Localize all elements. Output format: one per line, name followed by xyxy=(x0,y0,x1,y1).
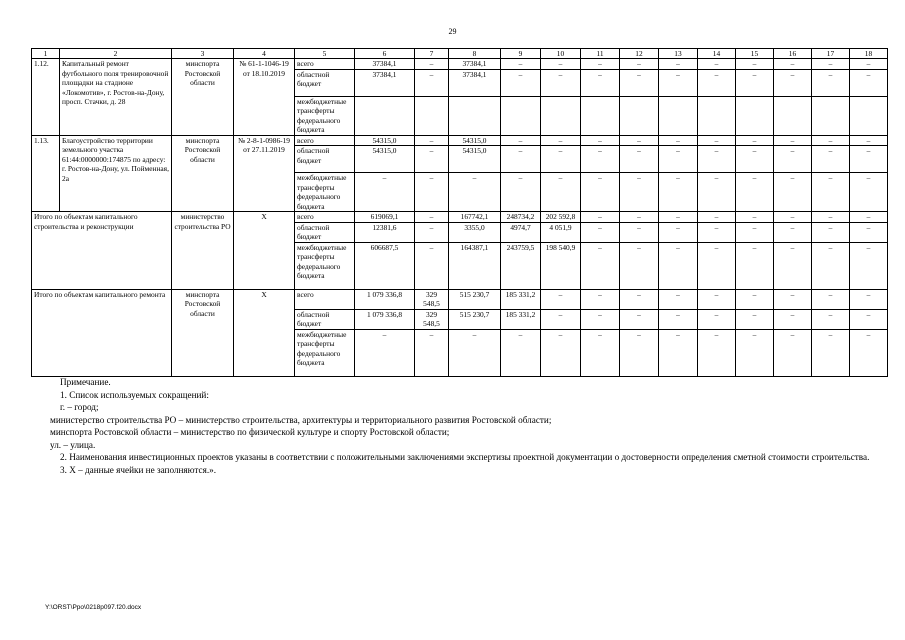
value-cell xyxy=(355,96,415,135)
value-cell: – xyxy=(415,222,449,242)
value-cell: 248734,2 xyxy=(501,212,541,223)
value-cell: 37384,1 xyxy=(355,69,415,96)
value-cell: 198 540,9 xyxy=(541,242,581,289)
value-cell: – xyxy=(698,173,736,212)
value-cell: – xyxy=(620,212,659,223)
value-cell: – xyxy=(620,289,659,309)
value-cell: 4974,7 xyxy=(501,222,541,242)
value-cell: – xyxy=(850,212,888,223)
value-cell: – xyxy=(541,59,581,70)
value-cell: – xyxy=(620,146,659,173)
value-cell: – xyxy=(812,309,850,329)
header-cell: 1 xyxy=(32,49,60,59)
value-cell: – xyxy=(659,222,698,242)
value-cell: – xyxy=(541,135,581,146)
header-cell: 10 xyxy=(541,49,581,59)
header-cell: 6 xyxy=(355,49,415,59)
value-cell: – xyxy=(698,289,736,309)
value-cell: – xyxy=(620,59,659,70)
header-cell: 17 xyxy=(812,49,850,59)
object-name-cell: Итого по объектам капитального строительства и реконструкции xyxy=(32,212,172,290)
value-cell: – xyxy=(698,59,736,70)
abbreviation-minstroy: министерство строительства РО – министерство строительства, архитектуры и территориального развития Ростовской области; xyxy=(50,414,552,425)
value-cell xyxy=(415,96,449,135)
value-cell: 54315,0 xyxy=(449,135,501,146)
value-cell: – xyxy=(774,69,812,96)
value-cell: – xyxy=(415,329,449,376)
value-cell: – xyxy=(812,242,850,289)
header-cell: 13 xyxy=(659,49,698,59)
value-cell: 202 592,8 xyxy=(541,212,581,223)
value-cell: – xyxy=(774,242,812,289)
funding-source-cell: областной бюджет xyxy=(295,69,355,96)
value-cell: – xyxy=(620,222,659,242)
customer-cell: минспорта Ростовской области xyxy=(172,289,234,376)
value-cell xyxy=(850,96,888,135)
value-cell: 37384,1 xyxy=(449,59,501,70)
customer-cell: министерство строительства РО xyxy=(172,212,234,290)
funding-source-cell: областной бюджет xyxy=(295,146,355,173)
value-cell: – xyxy=(698,135,736,146)
value-cell: – xyxy=(501,173,541,212)
value-cell: – xyxy=(581,212,620,223)
value-cell: 185 331,2 xyxy=(501,309,541,329)
header-row xyxy=(32,49,888,59)
value-cell: – xyxy=(774,309,812,329)
value-cell: – xyxy=(581,59,620,70)
value-cell xyxy=(541,96,581,135)
header-cell: 3 xyxy=(172,49,234,59)
value-cell: – xyxy=(812,329,850,376)
customer-cell: минспорта Ростовской области xyxy=(172,59,234,136)
value-cell: – xyxy=(850,146,888,173)
value-cell: – xyxy=(501,146,541,173)
value-cell: – xyxy=(501,135,541,146)
value-cell: 3355,0 xyxy=(449,222,501,242)
value-cell: 54315,0 xyxy=(355,146,415,173)
value-cell: – xyxy=(449,173,501,212)
value-cell: – xyxy=(659,289,698,309)
value-cell: – xyxy=(659,329,698,376)
header-cell: 2 xyxy=(60,49,172,59)
abbreviation-street: ул. – улица. xyxy=(50,439,96,450)
value-cell: – xyxy=(659,146,698,173)
value-cell: – xyxy=(812,146,850,173)
value-cell: 1 079 336,8 xyxy=(355,309,415,329)
header-cell: 14 xyxy=(698,49,736,59)
value-cell: 619069,1 xyxy=(355,212,415,223)
value-cell: – xyxy=(736,59,774,70)
value-cell: – xyxy=(659,212,698,223)
value-cell: – xyxy=(736,173,774,212)
value-cell: – xyxy=(850,59,888,70)
value-cell: – xyxy=(698,329,736,376)
investment-table xyxy=(31,48,888,377)
value-cell: – xyxy=(698,222,736,242)
value-cell: – xyxy=(736,222,774,242)
abbreviation-city: г. – город; xyxy=(60,402,99,412)
value-cell: – xyxy=(850,289,888,309)
value-cell: – xyxy=(659,309,698,329)
value-cell xyxy=(812,96,850,135)
value-cell: – xyxy=(698,309,736,329)
header-cell: 9 xyxy=(501,49,541,59)
funding-source-cell: межбюджетные трансферты федерального бюджета xyxy=(295,242,355,289)
header-cell: 4 xyxy=(234,49,295,59)
value-cell: – xyxy=(698,146,736,173)
value-cell: – xyxy=(774,289,812,309)
value-cell: – xyxy=(541,146,581,173)
value-cell: 329 548,5 xyxy=(415,309,449,329)
value-cell: – xyxy=(736,135,774,146)
customer-cell: минспорта Ростовской области xyxy=(172,135,234,212)
notes-item-3: 3. Х – данные ячейки не заполняются.». xyxy=(60,464,217,475)
row-number-cell: 1.13. xyxy=(32,135,60,212)
value-cell: 243759,5 xyxy=(501,242,541,289)
value-cell: – xyxy=(355,329,415,376)
value-cell: – xyxy=(620,309,659,329)
value-cell: – xyxy=(620,69,659,96)
value-cell: – xyxy=(581,69,620,96)
table-row xyxy=(32,135,888,146)
object-name-cell: Итого по объектам капитального ремонта xyxy=(32,289,172,376)
value-cell xyxy=(659,96,698,135)
value-cell: – xyxy=(812,212,850,223)
value-cell: – xyxy=(698,69,736,96)
value-cell: – xyxy=(812,222,850,242)
funding-source-cell: всего xyxy=(295,212,355,223)
value-cell: – xyxy=(736,146,774,173)
value-cell: – xyxy=(501,59,541,70)
value-cell: – xyxy=(774,329,812,376)
value-cell xyxy=(698,96,736,135)
value-cell: – xyxy=(581,135,620,146)
value-cell: 54315,0 xyxy=(449,146,501,173)
value-cell: – xyxy=(774,59,812,70)
header-cell: 12 xyxy=(620,49,659,59)
funding-source-cell: всего xyxy=(295,135,355,146)
value-cell: 164387,1 xyxy=(449,242,501,289)
funding-source-cell: областной бюджет xyxy=(295,222,355,242)
value-cell: – xyxy=(620,173,659,212)
header-cell: 5 xyxy=(295,49,355,59)
table-row xyxy=(32,212,888,223)
value-cell: – xyxy=(736,289,774,309)
row-number-cell: 1.12. xyxy=(32,59,60,136)
value-cell: – xyxy=(581,289,620,309)
page-number: 29 xyxy=(448,27,457,36)
value-cell: 606687,5 xyxy=(355,242,415,289)
value-cell: – xyxy=(812,59,850,70)
notes-item-1: 1. Список используемых сокращений: xyxy=(60,389,209,400)
value-cell: – xyxy=(415,59,449,70)
value-cell: – xyxy=(659,69,698,96)
header-cell: 8 xyxy=(449,49,501,59)
expertise-doc-cell: Х xyxy=(234,289,295,376)
funding-source-cell: всего xyxy=(295,59,355,70)
value-cell: – xyxy=(415,135,449,146)
value-cell: 329 548,5 xyxy=(415,289,449,309)
value-cell: – xyxy=(501,329,541,376)
value-cell: – xyxy=(659,173,698,212)
value-cell xyxy=(581,96,620,135)
header-cell: 16 xyxy=(774,49,812,59)
value-cell: – xyxy=(850,222,888,242)
funding-source-cell: всего xyxy=(295,289,355,309)
value-cell: – xyxy=(581,242,620,289)
value-cell: – xyxy=(620,329,659,376)
value-cell: 515 230,7 xyxy=(449,309,501,329)
value-cell: – xyxy=(620,242,659,289)
value-cell: – xyxy=(736,329,774,376)
value-cell: – xyxy=(812,135,850,146)
file-path-footer: Y:\ORST\Ppo\0218p097.f20.docx xyxy=(45,604,142,611)
value-cell xyxy=(449,96,501,135)
header-cell: 18 xyxy=(850,49,888,59)
value-cell: – xyxy=(581,146,620,173)
value-cell: – xyxy=(850,173,888,212)
value-cell: – xyxy=(812,289,850,309)
value-cell: – xyxy=(581,173,620,212)
value-cell: – xyxy=(415,242,449,289)
value-cell: 37384,1 xyxy=(449,69,501,96)
abbreviation-minsport: минспорта Ростовской области – министерство по физической культуре и спорту Ростовской области; xyxy=(50,427,450,437)
value-cell: – xyxy=(812,173,850,212)
value-cell xyxy=(620,96,659,135)
value-cell: – xyxy=(541,329,581,376)
value-cell xyxy=(736,96,774,135)
funding-source-cell: межбюджетные трансферты федерального бюджета xyxy=(295,96,355,135)
funding-source-cell: межбюджетные трансферты федерального бюджета xyxy=(295,173,355,212)
value-cell: – xyxy=(698,212,736,223)
value-cell: 54315,0 xyxy=(355,135,415,146)
value-cell: – xyxy=(501,69,541,96)
funding-source-cell: областной бюджет xyxy=(295,309,355,329)
object-name-cell: Капитальный ремонт футбольного поля тренировочной площадки на стадионе «Локомотив», г. Ростов-на-Дону, просп. Стачки, д. 28 xyxy=(60,59,172,136)
value-cell: – xyxy=(850,242,888,289)
value-cell: – xyxy=(736,309,774,329)
expertise-doc-cell: Х xyxy=(234,212,295,290)
value-cell: 37384,1 xyxy=(355,59,415,70)
value-cell: – xyxy=(355,173,415,212)
value-cell: – xyxy=(541,309,581,329)
value-cell: – xyxy=(541,69,581,96)
value-cell: – xyxy=(850,135,888,146)
funding-source-cell: межбюджетные трансферты федерального бюджета xyxy=(295,329,355,376)
value-cell: – xyxy=(415,69,449,96)
value-cell: – xyxy=(659,59,698,70)
value-cell: – xyxy=(812,69,850,96)
value-cell: – xyxy=(774,212,812,223)
value-cell xyxy=(501,96,541,135)
value-cell: 515 230,7 xyxy=(449,289,501,309)
table-row xyxy=(32,289,888,309)
value-cell xyxy=(774,96,812,135)
value-cell: – xyxy=(774,222,812,242)
value-cell: – xyxy=(581,309,620,329)
value-cell: – xyxy=(415,212,449,223)
notes-item-2: 2. Наименования инвестиционных проектов указаны в соответствии с положительными заключениями экспертизы проектной документации о достоверности определения сметной стоимости строительства. xyxy=(60,452,870,462)
value-cell: – xyxy=(415,146,449,173)
notes-title: Примечание. xyxy=(60,377,111,387)
value-cell: – xyxy=(850,329,888,376)
value-cell: – xyxy=(774,135,812,146)
expertise-doc-cell: № 2-8-1-0986-19 от 27.11.2019 xyxy=(234,135,295,212)
value-cell: 1 079 336,8 xyxy=(355,289,415,309)
value-cell: – xyxy=(736,242,774,289)
value-cell: – xyxy=(581,222,620,242)
header-cell: 15 xyxy=(736,49,774,59)
value-cell: 167742,1 xyxy=(449,212,501,223)
value-cell: 12381,6 xyxy=(355,222,415,242)
value-cell: – xyxy=(698,242,736,289)
notes-section xyxy=(50,376,878,476)
value-cell: – xyxy=(620,135,659,146)
value-cell: – xyxy=(850,309,888,329)
value-cell: – xyxy=(850,69,888,96)
value-cell: – xyxy=(449,329,501,376)
value-cell: – xyxy=(541,173,581,212)
value-cell: – xyxy=(541,289,581,309)
value-cell: – xyxy=(736,212,774,223)
value-cell: – xyxy=(736,69,774,96)
value-cell: – xyxy=(415,173,449,212)
value-cell: – xyxy=(774,146,812,173)
table-row xyxy=(32,59,888,70)
expertise-doc-cell: № 61-1-1046-19 от 18.10.2019 xyxy=(234,59,295,136)
value-cell: – xyxy=(659,135,698,146)
value-cell: 185 331,2 xyxy=(501,289,541,309)
value-cell: 4 051,9 xyxy=(541,222,581,242)
value-cell: – xyxy=(581,329,620,376)
value-cell: – xyxy=(774,173,812,212)
header-cell: 7 xyxy=(415,49,449,59)
object-name-cell: Благоустройство территории земельного участка 61:44:0000000:174875 по адресу: г. Ростов-на-Дону, ул. Пойменная, 2а xyxy=(60,135,172,212)
value-cell: – xyxy=(659,242,698,289)
header-cell: 11 xyxy=(581,49,620,59)
